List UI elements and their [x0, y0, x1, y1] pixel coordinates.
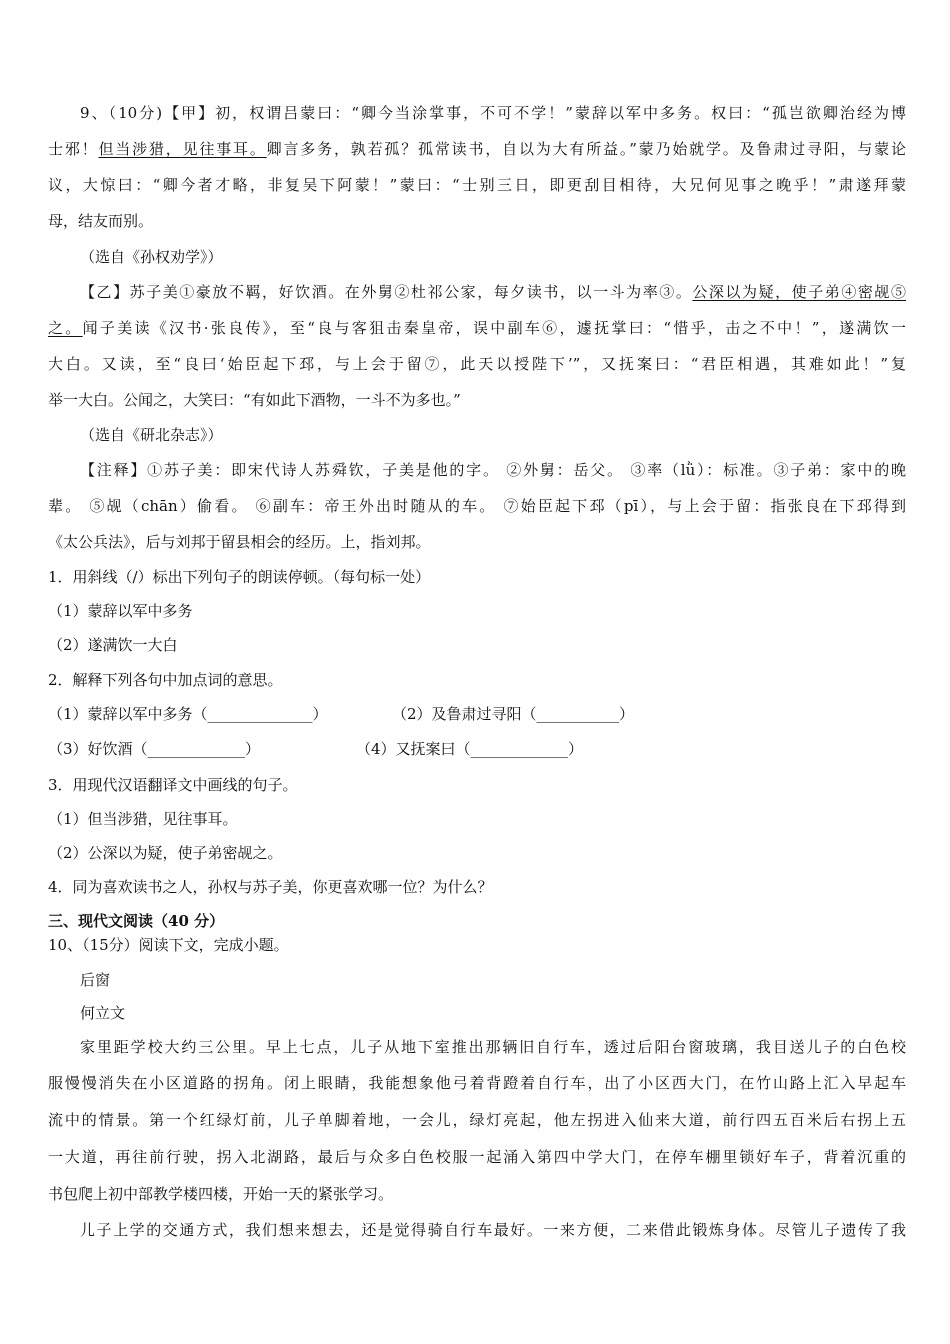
passage-b-line-1	[80, 281, 906, 303]
question-4: 4．同为喜欢读书之人，孙权与苏子美，你更喜欢哪一位？为什么？	[48, 878, 493, 896]
question-2: 2．解释下列各句中加点词的意思。	[48, 671, 283, 689]
question-3: 3．用现代汉语翻译文中画线的句子。	[48, 776, 298, 794]
source-2: （选自《研北杂志》）	[80, 426, 223, 444]
q9-underlined-sentence-2b: 之。	[48, 319, 83, 337]
q9-line-2-a: 士邪！	[48, 140, 99, 158]
question-2-item-3: （3）好饮酒（_____________）	[48, 740, 261, 758]
q9-underlined-sentence-2a: 公深以为疑，使子弟④密觇⑤	[692, 283, 906, 301]
notes-line-2: 辈。 ⑤觇（chān）偷看。 ⑥副车：帝王外出时随从的车。 ⑦始臣起下邳（pī），与上会于留：指张良在下邳得到	[48, 497, 906, 515]
question-3-item-1: （1）但当涉猎，见往事耳。	[48, 810, 238, 828]
essay-p1-line-4: 一大道，再往前行驶，拐入北湖路，最后与众多白色校服一起涌入第四中学大门，在停车棚里锁好车子，背着沉重的	[48, 1148, 906, 1166]
q9-line-4: 母，结友而别。	[48, 212, 154, 230]
question-1-item-1: （1）蒙辞以军中多务	[48, 602, 193, 620]
question-2-item-4: （4）又抚案曰（_____________）	[356, 740, 584, 758]
q9-line-1: 9、（10分)【甲】初，权谓吕蒙曰：“卿今当涂掌事，不可不学！”蒙辞以军中多务。权曰：“孤岂欲卿治经为博	[80, 104, 906, 122]
question-3-item-2: （2）公深以为疑，使子弟密觇之。	[48, 844, 283, 862]
essay-p2-line-1: 儿子上学的交通方式，我们想来想去，还是觉得骑自行车最好。一来方便，二来借此锻炼身体。尽管儿子遗传了我	[80, 1221, 906, 1239]
q9-underlined-sentence-1: 但当涉猎，见往事耳。	[98, 140, 267, 158]
essay-p1-line-1: 家里距学校大约三公里。早上七点，儿子从地下室推出那辆旧自行车，透过后阳台窗玻璃，我目送儿子的白色校	[80, 1038, 906, 1056]
passage-b-line-1-a: 【乙】苏子美①豪放不羁，好饮酒。在外舅②杜祁公家，每夕读书，以一斗为率③。	[80, 283, 693, 301]
notes-line-3: 《太公兵法》，后与刘邦于留县相会的经历。上，指刘邦。	[48, 533, 431, 551]
notes-line-1: 【注释】①苏子美：即宋代诗人苏舜钦，子美是他的字。 ②外舅：岳父。 ③率（lǜ）：标准。③子弟：家中的晚	[80, 461, 906, 479]
question-1: 1．用斜线（/）标出下列句子的朗读停顿。（每句标一处）	[48, 568, 431, 586]
essay-p1-line-2: 服慢慢消失在小区道路的拐角。闭上眼睛，我能想象他弓着背蹬着自行车，出了小区西大门，在竹山路上汇入早起车	[48, 1074, 906, 1092]
essay-title: 后窗	[80, 971, 111, 989]
question-2-item-2: （2）及鲁肃过寻阳（___________）	[392, 705, 635, 723]
q9-line-2	[48, 138, 906, 160]
passage-b-line-4: 举一大白。公闻之，大笑曰：“有如此下酒物，一斗不为多也。”	[48, 391, 461, 409]
question-2-item-1: （1）蒙辞以军中多务（______________）	[48, 705, 328, 723]
section-3-title: 三、现代文阅读（40 分）	[48, 912, 225, 930]
passage-b-line-2-b: 闻子美读《汉书·张良传》，至“良与客狙击秦皇帝，误中副车⑥，遽抚掌曰：“惜乎，击之不中！”，遂满饮一	[82, 319, 906, 337]
passage-b-line-3: 大白。又读，至“良曰‘始臣起下邳，与上会于留⑦，此天以授陛下’”，又抚案曰：“君臣相遇，其难如此！”复	[48, 355, 906, 373]
q9-line-2-b: 卿言多务，孰若孤？孤常读书，自以为大有所益。”蒙乃始就学。及鲁肃过寻阳，与蒙论	[266, 140, 906, 158]
essay-p1-line-3: 流中的情景。第一个红绿灯前，儿子单脚着地，一会儿，绿灯亮起，他左拐进入仙来大道，前行四五百米后右拐上五	[48, 1111, 906, 1129]
question-1-item-2: （2）遂满饮一大白	[48, 636, 178, 654]
passage-b-line-2	[48, 317, 906, 339]
essay-author: 何立文	[80, 1004, 126, 1022]
question-10: 10、（15分）阅读下文，完成小题。	[48, 936, 289, 954]
source-1: （选自《孙权劝学》）	[80, 248, 223, 266]
essay-p1-line-5: 书包爬上初中部教学楼四楼，开始一天的紧张学习。	[48, 1185, 394, 1203]
q9-line-3: 议，大惊曰：“卿今者才略，非复吴下阿蒙！”蒙曰：“士别三日，即更刮目相待，大兄何见事之晚乎！”肃遂拜蒙	[48, 176, 906, 194]
